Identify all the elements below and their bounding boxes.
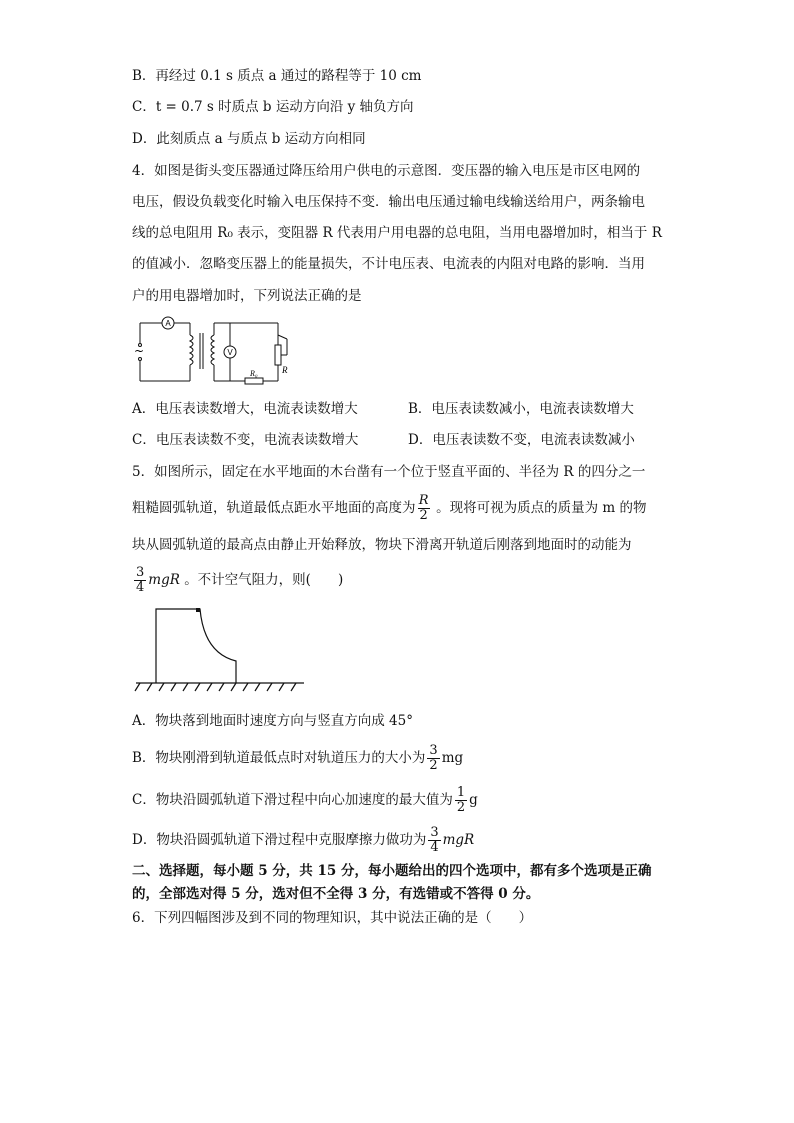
option-b-unit: mg [441, 750, 464, 766]
option-d-expression: mgR [442, 832, 475, 848]
ammeter-label: A [165, 319, 171, 328]
secondary-coil [211, 335, 214, 365]
q4-text-line-3: 线的总电阻用 R₀ 表示，变阻器 R 代表用户用电器的总电阻，当用电器增加时，相当于 R [132, 225, 662, 241]
fraction-denominator: 4 [430, 840, 439, 855]
q5-option-d [132, 822, 474, 858]
q5-option-b [132, 740, 463, 776]
fraction-numerator: 1 [456, 785, 466, 800]
fraction-numerator: 3 [136, 565, 145, 580]
fraction-denominator: 4 [136, 580, 145, 595]
fraction-numerator: 3 [430, 825, 439, 840]
q4-text-line-1: 4．如图是街头变压器通过降压给用户供电的示意图．变压器的输入电压是市区电网的 [132, 163, 641, 179]
height-fraction [418, 494, 430, 523]
q5-text-line-4 [132, 562, 343, 598]
energy-fraction [134, 566, 146, 595]
q5-option-c [132, 782, 478, 818]
section-2-heading-line-1: 二、选择题，每小题 5 分，共 15 分，每小题给出的四个选项中，都有多个选项是正确 [132, 863, 652, 879]
option-d-fraction [428, 826, 440, 855]
q4-option-d: D．电压表读数不变，电流表读数减小 [408, 432, 635, 448]
q4-text-line-2: 电压，假设负载变化时输入电压保持不变．输出电压通过输电线输送给用户，两条输电 [132, 194, 645, 210]
fraction-numerator: R [418, 493, 429, 508]
arc-track-diagram [134, 605, 306, 691]
q5-option-b-text: B．物块刚滑到轨道最低点时对轨道压力的大小为 [132, 750, 426, 766]
q3-option-c: C．t = 0.7 s 时质点 b 运动方向沿 y 轴负方向 [132, 99, 414, 115]
fraction-denominator: 2 [429, 758, 438, 773]
q5-option-a: A．物块落到地面时速度方向与竖直方向成 45° [132, 713, 413, 729]
q5-line2-pre: 粗糙圆弧轨道，轨道最低点距水平地面的高度为 [132, 500, 416, 516]
option-c-unit: g [469, 792, 478, 808]
option-b-fraction [427, 744, 439, 773]
q5-option-d-text: D．物块沿圆弧轨道下滑过程中克服摩擦力做功为 [132, 832, 427, 848]
q4-option-c: C．电压表读数不变，电流表读数增大 [132, 432, 359, 448]
r0-resistor [245, 378, 263, 384]
q4-text-line-4: 的值减小．忽略变压器上的能量损失，不计电压表、电流表的内阻对电路的影响．当用 [132, 256, 645, 272]
q5-line4-post: 。不计空气阻力，则( ) [184, 572, 344, 588]
fraction-denominator: 2 [419, 508, 428, 523]
q6-text: 6．下列四幅图涉及到不同的物理知识，其中说法正确的是（ ） [132, 910, 533, 926]
fraction-numerator: 3 [429, 743, 438, 758]
q5-line2-post: 。现将可视为质点的质量为 m 的物 [436, 500, 647, 516]
ac-source-symbol: ~ [134, 344, 145, 358]
r-label: R [282, 365, 288, 375]
r0-label: R₀ [250, 369, 258, 378]
variable-resistor [275, 345, 281, 365]
q5-text-line-3: 块从圆弧轨道的最高点由静止开始释放，物块下滑离开轨道后刚落到地面时的动能为 [132, 537, 632, 553]
q5-option-c-text: C．物块沿圆弧轨道下滑过程中向心加速度的最大值为 [132, 792, 453, 808]
q4-option-b: B．电压表读数减小，电流表读数增大 [408, 401, 634, 417]
fraction-denominator: 2 [456, 800, 466, 815]
q4-text-line-5: 户的用电器增加时，下列说法正确的是 [132, 288, 362, 304]
voltmeter-label: V [227, 348, 233, 357]
q5-text-line-2 [132, 490, 646, 526]
ground-hatching [135, 683, 296, 691]
q5-text-line-1: 5．如图所示，固定在水平地面的木台凿有一个位于竖直平面的、半径为 R 的四分之一 [132, 464, 646, 480]
q3-option-b: B．再经过 0.1 s 质点 a 通过的路程等于 10 cm [132, 68, 422, 84]
energy-expression: mgR [148, 572, 180, 588]
transformer-circuit-diagram [130, 315, 300, 387]
q4-option-a: A．电压表读数增大，电流表读数增大 [132, 401, 358, 417]
primary-coil [190, 335, 193, 365]
block-marker [196, 608, 200, 612]
section-2-heading-line-2: 的，全部选对得 5 分，选对但不全得 3 分，有选错或不答得 0 分。 [132, 886, 540, 902]
option-c-fraction [455, 786, 467, 815]
q3-option-d: D．此刻质点 a 与质点 b 运动方向相同 [132, 131, 366, 147]
